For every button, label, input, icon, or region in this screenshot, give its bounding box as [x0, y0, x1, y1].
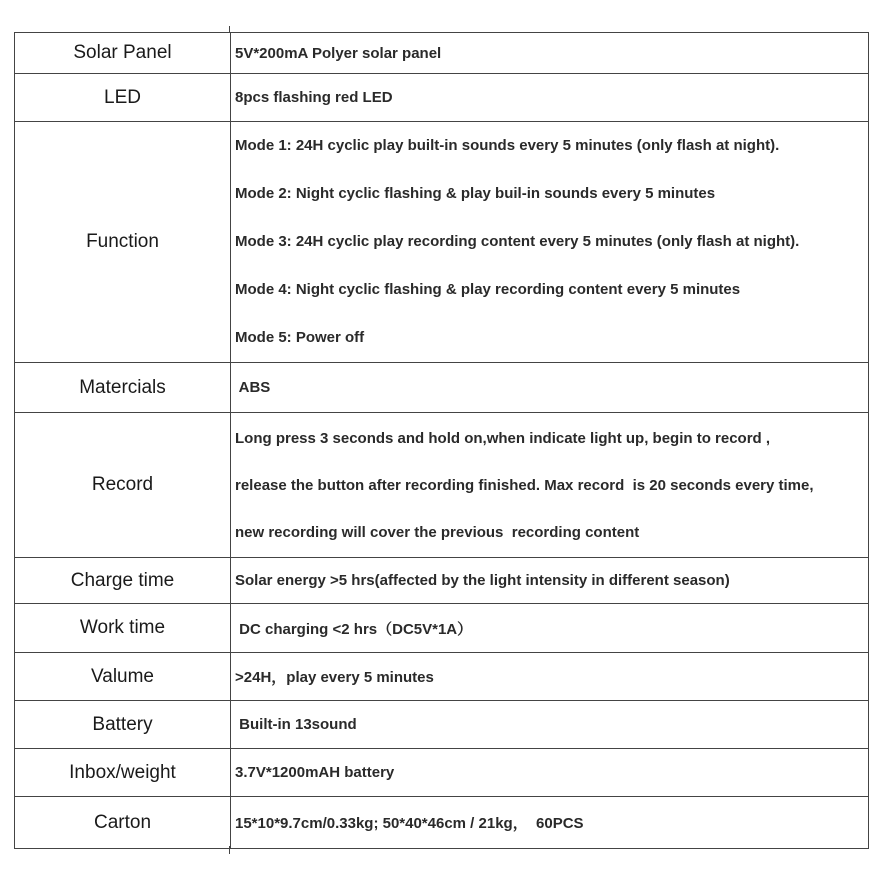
value-line: Mode 5: Power off	[235, 329, 365, 346]
value-line: 3.7V*1200mAH battery	[235, 764, 395, 781]
row-value	[231, 363, 869, 413]
row-label: Carton	[15, 797, 231, 849]
table-row-materials	[15, 363, 869, 413]
value-line: 5V*200mA Polyer solar panel	[235, 44, 442, 62]
value-line: Long press 3 seconds and hold on,when indicate light up, begin to record ,	[235, 429, 771, 447]
table-row-volume	[15, 653, 869, 701]
column-divider-tick-bottom	[229, 846, 230, 854]
row-value	[231, 653, 869, 701]
value-line: Mode 1: 24H cyclic play built-in sounds every 5 minutes (only flash at night).	[235, 137, 780, 154]
table-row-record	[15, 413, 869, 558]
row-value	[231, 701, 869, 749]
table-row-solar-panel	[15, 33, 869, 74]
value-line: 15*10*9.7cm/0.33kg; 50*40*46cm / 21kg， 60PCS	[235, 815, 584, 832]
row-value	[231, 74, 869, 122]
row-label: Valume	[15, 653, 231, 701]
row-label: Matercials	[15, 363, 231, 413]
row-value	[231, 749, 869, 797]
table-row-battery	[15, 701, 869, 749]
row-value	[231, 604, 869, 653]
value-line: release the button after recording finished. Max record is 20 seconds every time,	[235, 476, 814, 494]
row-label: Battery	[15, 701, 231, 749]
row-label: Inbox/weight	[15, 749, 231, 797]
value-line: 8pcs flashing red LED	[235, 89, 393, 106]
spec-table	[14, 32, 869, 849]
table-row-work-time	[15, 604, 869, 653]
value-line: >24H，play every 5 minutes	[235, 669, 434, 686]
value-line: DC charging <2 hrs（DC5V*1A）	[235, 620, 473, 638]
row-label: Charge time	[15, 558, 231, 604]
table-row-led	[15, 74, 869, 122]
table-row-carton	[15, 797, 869, 849]
row-value	[231, 797, 869, 849]
row-label: Solar Panel	[15, 33, 231, 74]
row-value	[231, 122, 869, 363]
row-value	[231, 33, 869, 74]
value-line: ABS	[235, 379, 271, 396]
value-line: Mode 2: Night cyclic flashing & play buil-in sounds every 5 minutes	[235, 185, 716, 202]
row-value	[231, 413, 869, 558]
row-value	[231, 558, 869, 604]
table-row-charge-time	[15, 558, 869, 604]
row-label: Record	[15, 413, 231, 558]
row-label: Work time	[15, 604, 231, 653]
row-label: LED	[15, 74, 231, 122]
table-row-inbox-weight	[15, 749, 869, 797]
value-line: Mode 4: Night cyclic flashing & play recording content every 5 minutes	[235, 281, 741, 298]
value-line: Solar energy >5 hrs(affected by the light intensity in different season)	[235, 572, 730, 589]
value-line: new recording will cover the previous recording content	[235, 523, 640, 541]
value-line: Built-in 13sound	[235, 716, 357, 733]
row-label: Function	[15, 122, 231, 363]
table-row-function	[15, 122, 869, 363]
value-line: Mode 3: 24H cyclic play recording content every 5 minutes (only flash at night).	[235, 233, 800, 250]
